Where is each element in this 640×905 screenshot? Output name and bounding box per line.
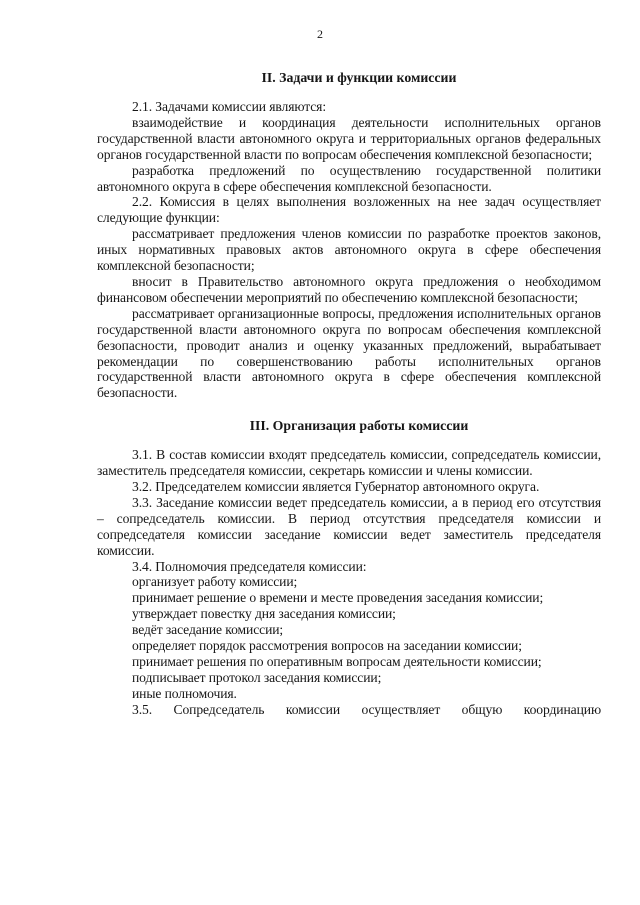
section-2-para-5: рассматривает предложения членов комиссии по разработке проектов законов, иных нормативных правовых актов автономного округа в сфере обеспечения комплексной безопасности;	[97, 226, 601, 274]
section-3-spacer	[97, 434, 601, 447]
section-3-para-7: утверждает повестку дня заседания комиссии;	[132, 606, 396, 622]
section-2-spacer	[97, 86, 601, 99]
section-3-para-1: 3.1. В состав комиссии входят председатель комиссии, сопредседатель комиссии, заместитель председателя комиссии, секретарь комиссии и члены комиссии.	[97, 447, 601, 479]
section-3-para-8: ведёт заседание комиссии;	[132, 622, 284, 638]
section-3-para-2: 3.2. Председателем комиссии является Губернатор автономного округа.	[132, 479, 540, 495]
section-2-para-4: 2.2. Комиссия в целях выполнения возложенных на нее задач осуществляет следующие функции:	[97, 194, 601, 226]
section-3-para-13: 3.5. Сопредседатель комиссии осуществляет общую координацию	[132, 701, 601, 717]
section-2-para-1: 2.1. Задачами комиссии являются:	[132, 99, 327, 114]
section-3-title: III. Организация работы комиссии	[249, 418, 469, 434]
page-number: 2	[317, 27, 323, 41]
section-3-para-12: иные полномочия.	[132, 685, 237, 701]
section-3-para-10: принимает решения по оперативным вопросам деятельности комиссии;	[132, 654, 542, 669]
section-3-para-4: 3.4. Полномочия председателя комиссии:	[132, 558, 367, 574]
section-2-para-3: разработка предложений по осуществлению государственной политики автономного округа в сфере обеспечения комплексной безопасности.	[97, 162, 601, 194]
section-3-para-3: 3.3. Заседание комиссии ведет председатель комиссии, а в период его отсутствия – сопредседатель комиссии. В период отсутствия председателя комиссии и сопредседателя комиссии заседание комиссии ведет заместитель председателя комиссии.	[97, 494, 601, 558]
section-2-para-7: рассматривает организационные вопросы, предложения исполнительных органов государственной власти автономного округа по вопросам обеспечения комплексной безопасности, проводит анализ и оценку указанных предложений, вырабатывает рекомендации по совершенствованию работы исполнительных органов государственной власти автономного округа в сфере обеспечения комплексной безопасности.	[97, 305, 601, 401]
section-3-para-11: подписывает протокол заседания комиссии;	[132, 669, 382, 685]
section-3-para-5: организует работу комиссии;	[132, 574, 298, 590]
section-2-para-2: взаимодействие и координация деятельности исполнительных органов государственной власти автономного округа и территориальных органов федеральных органов государственной власти по вопросам обеспечения комплексной безопасности;	[97, 114, 601, 162]
section-3-para-9: определяет порядок рассмотрения вопросов на заседании комиссии;	[132, 638, 522, 654]
document-body	[97, 54, 601, 718]
section-3-para-6: принимает решение о времени и месте проведения заседания комиссии;	[132, 590, 544, 606]
section-2-para-6: вносит в Правительство автономного округа предложения о необходимом финансовом обеспечении мероприятий по обеспечению комплексной безопасности;	[97, 273, 601, 305]
section-2-title: II. Задачи и функции комиссии	[261, 70, 457, 85]
